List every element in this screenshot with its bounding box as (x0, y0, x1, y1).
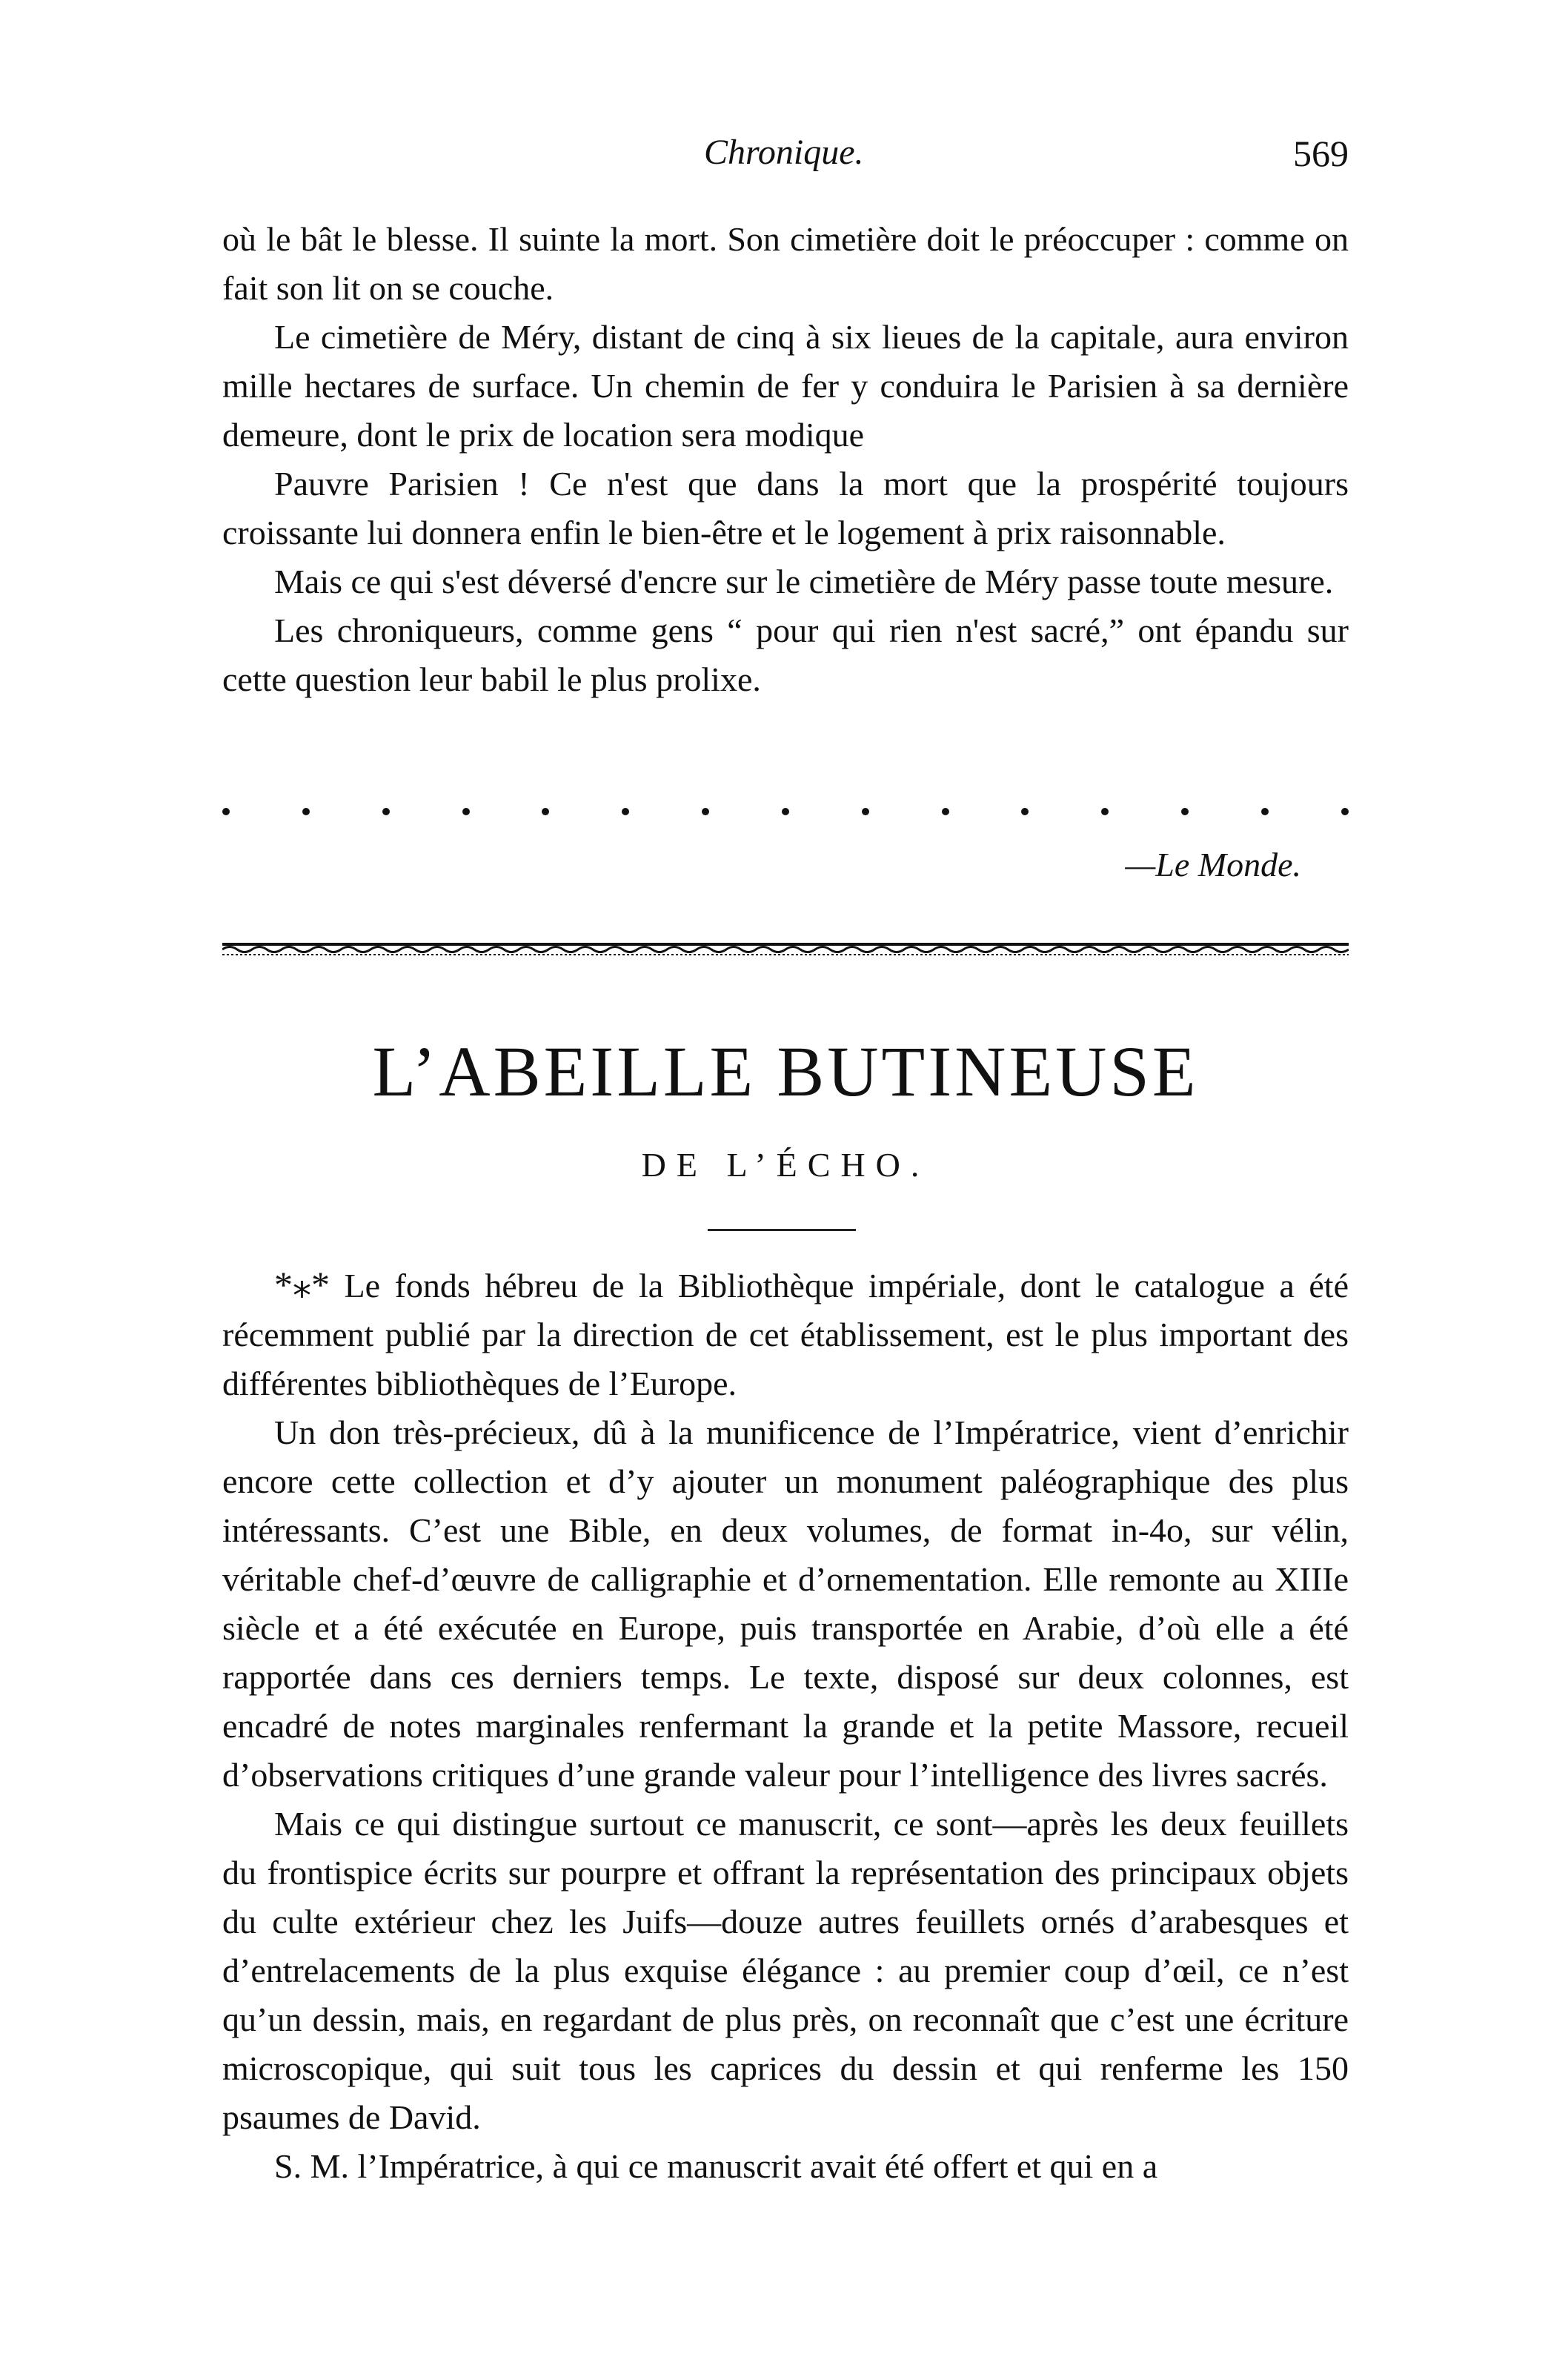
paragraph: S. M. l’Impératrice, à qui ce manuscrit avait été offert et qui en a (274, 2147, 1158, 2185)
page-header (222, 126, 1349, 178)
paragraph-text: Le fonds hébreu de la Bibliothèque impériale, dont le catalogue a été récemment publié par la direction de cet établissement, est le plus important des différentes bibliothèques de l’Europe. (222, 1267, 1349, 1402)
ornamental-rule (222, 941, 1349, 958)
ellipsis-row (222, 797, 1349, 826)
asterism: *⁎* (274, 1264, 330, 1305)
paragraph: Mais ce qui distingue surtout ce manuscrit, ce sont—après les deux feuillets du frontispice écrits sur pourpre et offrant la représentation des principaux objets du culte extérieur chez les Juifs—douze autres feuillets ornés d’arabesques et d’entrelacements de la plus exquise élégance : au premier coup d’œil, ce n’est qu’un dessin, mais, en regardant de plus près, on reconnaît que c’est une écriture microscopique, qui suit tous les caprices du dessin et qui renferme les 150 psaumes de David. (222, 1805, 1349, 2136)
paragraph: Mais ce qui s'est déversé d'encre sur le cimetière de Méry passe toute mesure. (274, 563, 1334, 600)
paragraph: où le bât le blesse. Il suinte la mort. Son cimetière doit le préoccuper : comme on fait son lit on se couche. (222, 220, 1349, 307)
article-text (222, 1260, 1349, 2191)
paragraph: Le cimetière de Méry, distant de cinq à six lieues de la capitale, aura environ mille hectares de surface. Un chemin de fer y conduira le Parisien à sa dernière demeure, dont le prix de location sera modique (222, 318, 1349, 454)
source-signature: —Le Monde. (1125, 846, 1301, 883)
paragraph (222, 1260, 1349, 1408)
chronique-text (222, 215, 1349, 704)
section-title: L’ABEILLE BUTINEUSE (372, 1032, 1199, 1111)
section-subtitle: DE L’ÉCHO. (641, 1146, 930, 1184)
paragraph: Un don très-précieux, dû à la munificence de l’Impératrice, vient d’enrichir encore cette collection et d’y ajouter un monument paléographique des plus intéressants. C’est une Bible, en deux volumes, de format in-4o, sur vélin, véritable chef-d’œuvre de calligraphie et d’ornementation. Elle remonte au XIIIe siècle et a été exécutée en Europe, puis transportée en Arabie, d’où elle a été rapportée dans ces derniers temps. Le texte, disposé sur deux colonnes, est encadré de notes marginales renfermant la grande et la petite Massore, recueil d’observations critiques d’une grande valeur pour l’intelligence des livres sacrés. (222, 1413, 1349, 1794)
title-divider (708, 1229, 856, 1231)
page-number: 569 (1293, 133, 1349, 174)
running-title: Chronique. (704, 133, 864, 172)
paragraph: Pauvre Parisien ! Ce n'est que dans la mort que la prospérité toujours croissante lui donnera enfin le bien-être et le logement à prix raisonnable. (222, 465, 1349, 551)
paragraph: Les chroniqueurs, comme gens “ pour qui rien n'est sacré,” ont épandu sur cette question leur babil le plus prolixe. (222, 611, 1349, 698)
